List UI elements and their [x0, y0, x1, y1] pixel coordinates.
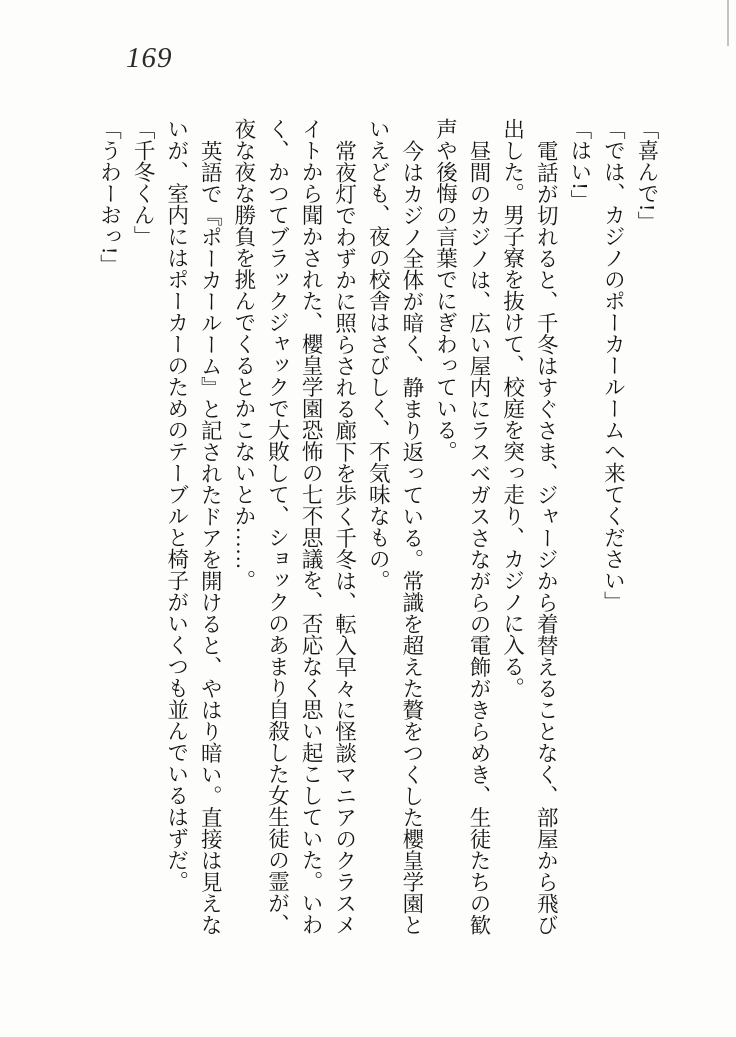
narrative-line: いが、室内にはポーカーのためのテーブルと椅子がいくつも並んでいるはずだ。 — [164, 118, 189, 892]
dialogue-line: 「では、カジノのポーカールームへ来てください」 — [601, 118, 626, 613]
narrative-line: 夜な夜な勝負を挑んでくるとかこないとか……。 — [231, 118, 256, 591]
narrative-line: 今はカジノ全体が暗く、静まり返っている。常識を超えた贅をつくした櫻皇学園と — [399, 139, 424, 935]
dialogue-line: 「千冬くん」 — [131, 118, 156, 247]
narrative-line: 英語で『ポーカールーム』と記されたドアを開けると、やはり暗い。直接は見えな — [198, 139, 223, 935]
narrative-line: 昼間のカジノは、広い屋内にラスベガスさながらの電飾がきらめき、生徒たちの歓 — [467, 139, 492, 935]
dialogue-line: 「喜んで!」 — [635, 118, 659, 233]
narrative-line: 声や後悔の言葉でにぎわっている。 — [433, 118, 458, 462]
narrative-line: 電話が切れると、千冬はすぐさま、ジャージから着替えることなく、部屋から飛び — [534, 139, 559, 935]
scan-edge-artifact — [727, 0, 729, 46]
dialogue-line: 「うわーおっ!」 — [97, 118, 122, 276]
narrative-line: イトから聞かされた、櫻皇学園恐怖の七不思議を、否応なく思い起こしていた。いわ — [299, 118, 324, 935]
vertical-text-block — [92, 118, 663, 970]
narrative-line: いえども、夜の校舎はさびしく、不気味なもの。 — [366, 118, 391, 591]
narrative-line: 出した。男子寮を抜けて、校庭を突っ走り、カジノに入る。 — [500, 118, 525, 699]
page-number: 169 — [126, 42, 173, 74]
narrative-line: 常夜灯でわずかに照らされる廊下を歩く千冬は、転入早々に怪談マニアのクラスメ — [332, 139, 357, 935]
narrative-line: く、かつてブラックジャックで大敗して、ショックのあまり自殺した女生徒の霊が、 — [265, 118, 290, 935]
dialogue-line: 「はい!」 — [567, 118, 592, 212]
